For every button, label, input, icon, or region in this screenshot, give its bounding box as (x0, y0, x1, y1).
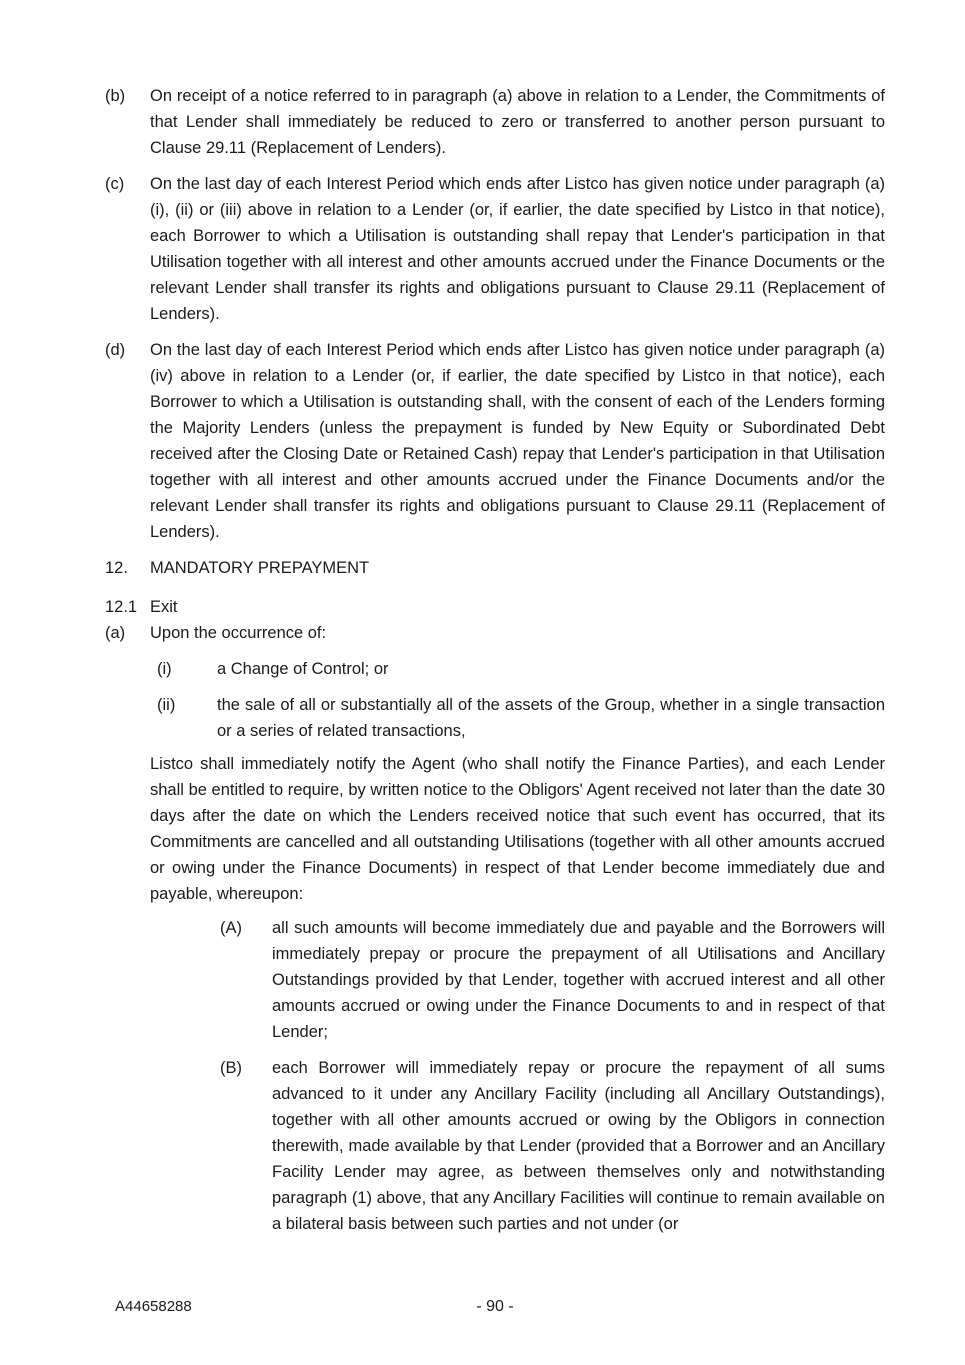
clause-label: (d) (105, 341, 126, 359)
item-label: (i) (157, 660, 172, 678)
clause-title: Exit (150, 598, 178, 616)
clause-12-1-heading (105, 594, 885, 620)
clause-text: Listco shall immediately notify the Agent (who shall notify the Finance Parties), and each Lender shall be entitled to require, by written notice to the Obligors' Agent received not later than the date 30 days after the date on which the Lenders received notice that such event has occurred, that its Commitments are cancelled and all outstanding Utilisations (together with all other amounts accrued or owing under the Finance Documents) in respect of that Lender become immediately due and payable, whereupon: (150, 755, 885, 903)
item-label: (A) (220, 919, 242, 937)
listco-notice-paragraph (105, 751, 885, 907)
clause-text: On the last day of each Interest Period which ends after Listco has given notice under paragraph (a)(i), (ii) or (iii) above in relation to a Lender (or, if earlier, the date specified by Listco in that notice), each Borrower to which a Utilisation is outstanding shall repay that Lender's participation in that Utilisation together with all interest and other amounts accrued under the Finance Documents or the relevant Lender shall transfer its rights and obligations pursuant to Clause 29.11 (Replacement of Lenders). (150, 175, 885, 323)
section-number: 12. (105, 559, 128, 577)
document-content (105, 83, 885, 1247)
item-A (220, 915, 885, 1045)
paragraph-b (105, 83, 885, 161)
section-12-heading (105, 555, 885, 581)
section-title: MANDATORY PREPAYMENT (150, 559, 370, 577)
clause-label: (c) (105, 175, 125, 193)
clause-text: Upon the occurrence of: (150, 624, 327, 642)
clause-text: On receipt of a notice referred to in paragraph (a) above in relation to a Lender, the Commitments of that Lender shall immediately be reduced to zero or transferred to another person pursuant to Clause 29.11 (Replacement of Lenders). (150, 87, 885, 157)
item-i (157, 656, 885, 682)
item-text: a Change of Control; or (217, 660, 389, 678)
clause-text: On the last day of each Interest Period which ends after Listco has given notice under paragraph (a)(iv) above in relation to a Lender (or, if earlier, the date specified by Listco in that notice), each Borrower to which a Utilisation is outstanding shall, with the consent of each of the Lenders forming the Majority Lenders (unless the prepayment is funded by New Equity or Subordinated Debt received after the Closing Date or Retained Cash) repay that Lender's participation in that Utilisation together with all interest and other amounts accrued under the Finance Documents and/or the relevant Lender shall transfer its rights and obligations pursuant to Clause 29.11 (Replacement of Lenders). (150, 341, 885, 541)
item-text: each Borrower will immediately repay or procure the repayment of all sums advanced to it under any Ancillary Facility (including all Ancillary Outstandings), together with all other amounts accrued or owing by the Obligors in connection therewith, made available by that Lender (provided that a Borrower and an Ancillary Facility Lender may agree, as between themselves only and notwithstanding paragraph (1) above, that any Ancillary Facilities will continue to remain available on a bilateral basis between such parties and not under (or (272, 1059, 885, 1233)
clause-label: (a) (105, 624, 126, 642)
clause-number: 12.1 (105, 598, 138, 616)
item-B (220, 1055, 885, 1237)
paragraph-c (105, 171, 885, 327)
item-text: the sale of all or substantially all of the assets of the Group, whether in a single transaction or a series of related transactions, (217, 696, 885, 740)
item-label: (B) (220, 1059, 242, 1077)
paragraph-a (105, 620, 885, 646)
document-reference: A44658288 (115, 1298, 192, 1315)
clause-label: (b) (105, 87, 126, 105)
item-text: all such amounts will become immediately due and payable and the Borrowers will immediately prepay or procure the prepayment of all Utilisations and Ancillary Outstandings provided by that Lender, together with accrued interest and all other amounts accrued or owing under the Finance Documents to and in respect of that Lender; (272, 919, 885, 1041)
item-label: (ii) (157, 696, 176, 714)
page-number: - 90 - (476, 1298, 514, 1315)
page-footer (105, 1297, 885, 1317)
item-ii (157, 692, 885, 744)
clause-label (105, 751, 150, 907)
paragraph-d (105, 337, 885, 545)
